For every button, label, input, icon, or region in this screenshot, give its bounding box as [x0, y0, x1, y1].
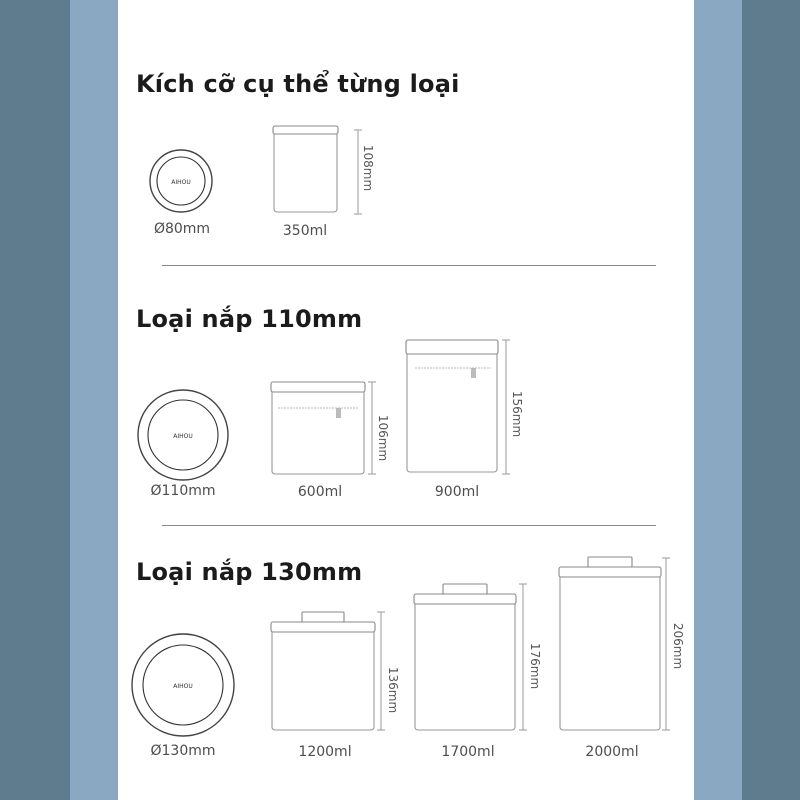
lid-brand-label: AIHOU — [173, 683, 193, 690]
jar-350-side-view — [272, 124, 342, 216]
jar-2000-height-label: 206mm — [671, 622, 685, 670]
lid-130-caption: Ø130mm — [150, 743, 216, 759]
left-inner-band — [70, 0, 118, 800]
jar-900-side-view — [405, 338, 501, 476]
section-2-title: Loại nắp 110mm — [136, 305, 363, 333]
jar-1200-height-label: 136mm — [386, 666, 400, 714]
lid-110-caption: Ø110mm — [150, 483, 216, 499]
lid-80-caption: Ø80mm — [153, 221, 211, 237]
jar-600-height-label: 106mm — [376, 414, 390, 462]
jar-2000-side-view — [558, 555, 664, 732]
section-divider-1 — [162, 265, 656, 266]
jar-2000-volume: 2000ml — [585, 744, 639, 760]
lid-brand-label: AIHOU — [173, 433, 193, 440]
jar-1200-volume: 1200ml — [298, 744, 352, 760]
jar-350-volume: 350ml — [282, 223, 328, 239]
jar-600-side-view — [270, 380, 368, 476]
jar-1700-volume: 1700ml — [441, 744, 495, 760]
left-outer-band — [0, 0, 70, 800]
lid-brand-label: AIHOU — [171, 179, 191, 186]
jar-1200-side-view — [270, 610, 378, 732]
lid-130-top-view — [130, 632, 236, 738]
jar-900-height-label: 156mm — [510, 390, 524, 438]
section-3-title: Loại nắp 130mm — [136, 558, 363, 586]
right-outer-band — [742, 0, 800, 800]
section-1-title: Kích cỡ cụ thể từng loại — [136, 70, 460, 98]
lid-80-top-view — [148, 148, 214, 214]
jar-600-volume: 600ml — [297, 484, 343, 500]
lid-110-top-view — [136, 388, 230, 482]
section-divider-2 — [162, 525, 656, 526]
jar-350-height-label: 108mm — [361, 144, 375, 192]
right-inner-band — [694, 0, 742, 800]
jar-1700-side-view — [413, 582, 519, 732]
jar-900-volume: 900ml — [434, 484, 480, 500]
jar-1700-height-label: 176mm — [528, 642, 542, 690]
